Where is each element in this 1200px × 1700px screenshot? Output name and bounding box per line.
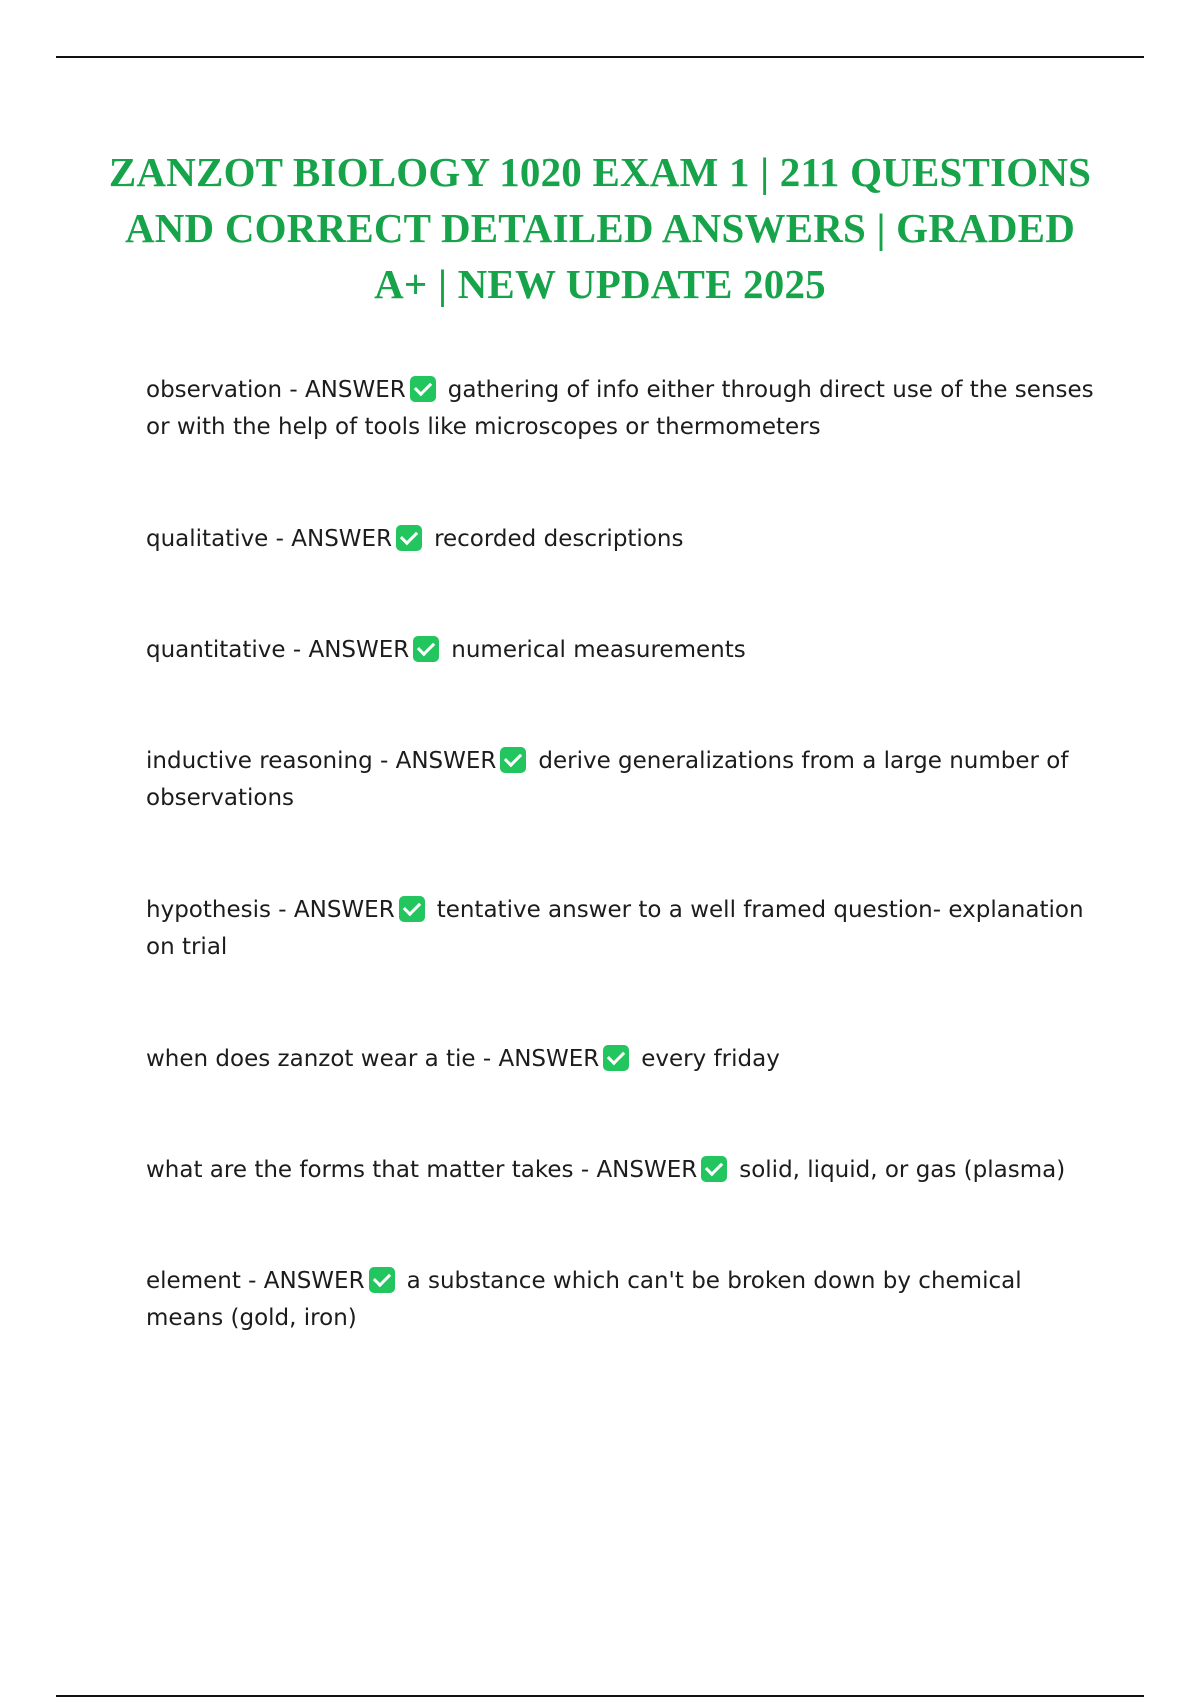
document-title: ZANZOT BIOLOGY 1020 EXAM 1 | 211 QUESTIONS AND CORRECT DETAILED ANSWERS | GRADED A+ | NEW UPDATE 2025: [108, 149, 1092, 307]
qa-answer: gathering of info either through direct use of the senses or with the help of tools like microscopes or thermometers: [146, 377, 1094, 440]
header-rule: [56, 56, 1144, 58]
check-mark-button-icon: [413, 636, 439, 662]
check-mark-button-icon: [701, 1156, 727, 1182]
qa-item: when does zanzot wear a tie - ANSWER every friday: [146, 1046, 780, 1072]
qa-term: quantitative: [146, 637, 286, 663]
qa-answer: recorded descriptions: [434, 526, 684, 552]
qa-term: qualitative: [146, 526, 269, 552]
qa-answer-marker: ANSWER: [308, 637, 410, 663]
qa-term: hypothesis: [146, 897, 271, 923]
qa-list: [146, 372, 1096, 1412]
check-mark-button-icon: [399, 896, 425, 922]
check-mark-button-icon: [369, 1267, 395, 1293]
qa-answer: derive generalizations from a large number of observations: [146, 748, 1069, 811]
qa-answer-marker: ANSWER: [395, 748, 497, 774]
qa-term: inductive reasoning: [146, 748, 373, 774]
footer-rule: [56, 1695, 1144, 1697]
qa-term: observation: [146, 377, 283, 403]
qa-answer-marker: ANSWER: [263, 1268, 365, 1294]
qa-item: observation - ANSWER gathering of info either through direct use of the senses or with the help of tools like microscopes or thermometers: [146, 377, 1094, 440]
qa-answer: tentative answer to a well framed question- explanation on trial: [146, 897, 1084, 960]
qa-answer: a substance which can't be broken down by chemical means (gold, iron): [146, 1268, 1022, 1331]
qa-term: element: [146, 1268, 241, 1294]
check-mark-button-icon: [603, 1045, 629, 1071]
qa-answer-marker: ANSWER: [596, 1157, 698, 1183]
qa-term: what are the forms that matter takes: [146, 1157, 574, 1183]
qa-answer: solid, liquid, or gas (plasma): [739, 1157, 1066, 1183]
qa-answer-marker: ANSWER: [304, 377, 406, 403]
qa-answer-marker: ANSWER: [293, 897, 395, 923]
check-mark-button-icon: [500, 747, 526, 773]
qa-item: element - ANSWER a substance which can't be broken down by chemical means (gold, iron): [146, 1268, 1022, 1331]
check-mark-button-icon: [396, 525, 422, 551]
qa-answer-marker: ANSWER: [498, 1046, 600, 1072]
qa-item: qualitative - ANSWER recorded descriptions: [146, 526, 684, 552]
qa-term: when does zanzot wear a tie: [146, 1046, 476, 1072]
qa-item: hypothesis - ANSWER tentative answer to a well framed question- explanation on trial: [146, 897, 1084, 960]
qa-item: what are the forms that matter takes - ANSWER solid, liquid, or gas (plasma): [146, 1157, 1066, 1183]
check-mark-button-icon: [410, 376, 436, 402]
qa-answer: every friday: [641, 1046, 780, 1072]
qa-item: inductive reasoning - ANSWER derive generalizations from a large number of observations: [146, 748, 1069, 811]
qa-answer: numerical measurements: [451, 637, 746, 663]
qa-item: quantitative - ANSWER numerical measurements: [146, 637, 746, 663]
qa-answer-marker: ANSWER: [291, 526, 393, 552]
